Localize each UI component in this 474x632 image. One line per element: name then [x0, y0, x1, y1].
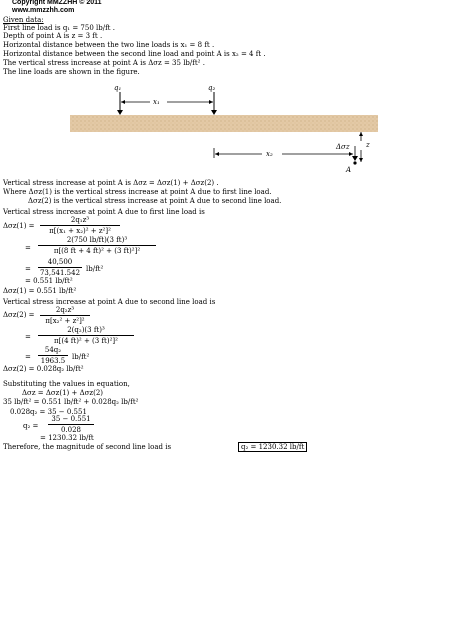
- q1-arrow: [117, 92, 123, 115]
- copyright-text: Copyright MMZZHH © 2011: [12, 0, 102, 6]
- x1-dimension: [121, 100, 213, 104]
- point-a-label: A: [346, 166, 352, 174]
- q2-lhs: q₂ =: [23, 422, 39, 430]
- delta-sigma-label: Δσz: [336, 143, 350, 151]
- final-answer-box: q₂ = 1230.32 lb/ft: [238, 442, 307, 452]
- q1-label: q₁: [114, 84, 122, 92]
- q2-value: = 1230.32 lb/ft: [40, 434, 94, 442]
- equals-sign: =: [25, 333, 31, 341]
- x1-label: x₁: [153, 98, 160, 106]
- conclusion-text: Therefore, the magnitude of second line load is: [3, 443, 172, 451]
- point-a-marker: [353, 161, 356, 164]
- given-line-2: Depth of point A is z = 3 ft .: [3, 32, 103, 40]
- second-load-intro: Vertical stress increase at point A due to second line load is: [3, 298, 216, 306]
- equals-sign: =: [25, 244, 31, 252]
- second-load-fraction: 54q₂ 1963.5: [38, 346, 68, 365]
- where-line-2: Δσz(2) is the vertical stress increase at point A due to second line load.: [28, 197, 282, 205]
- equals-sign: =: [25, 265, 31, 273]
- first-load-intro: Vertical stress increase at point A due to first line load is: [3, 208, 205, 216]
- substitution-line-2: 35 lb/ft² = 0.551 lb/ft² + 0.028q₂ lb/ft²: [3, 398, 139, 406]
- first-load-result: Δσz(1) = 0.551 lb/ft²: [3, 287, 77, 295]
- x2-dimension: [214, 148, 353, 158]
- delta-sigma-arrow: [352, 146, 358, 161]
- first-load-substituted: 2(750 lb/ft)(3 ft)³ π[(8 ft + 4 ft)² + (3 ft)²]²: [38, 236, 156, 255]
- second-load-unit: lb/ft²: [72, 353, 90, 361]
- substitution-line-1: Δσz = Δσz(1) + Δσz(2): [22, 389, 104, 397]
- given-line-4: Horizontal distance between the second line load and point A is x₂ = 4 ft .: [3, 50, 266, 58]
- first-load-fraction: 40,500 73,541.542: [39, 258, 81, 277]
- second-load-substituted: 2(q₂)(3 ft)³ π[(4 ft)² + (3 ft)²]²: [38, 326, 134, 345]
- second-load-formula: 2q₂z³ π[x₂² + z²]²: [40, 306, 90, 325]
- z-label: z: [366, 141, 370, 149]
- given-line-3: Horizontal distance between the two line loads is x₁ = 8 ft .: [3, 41, 215, 49]
- q2-arrow: [211, 92, 217, 115]
- z-dimension: [359, 132, 363, 162]
- first-load-value: = 0.551 lb/ft²: [25, 277, 73, 285]
- q2-fraction: 35 − 0.551 0.028: [48, 415, 94, 434]
- first-load-formula: 2q₁z³ π[(x₁ + x₂)² + z²]²: [40, 216, 120, 235]
- site-url: www.mmzzhh.com: [12, 7, 75, 14]
- given-line-1: First line load is q₁ = 750 lb/ft .: [3, 24, 115, 32]
- x2-label: x₂: [266, 150, 273, 158]
- given-line-5: The vertical stress increase at point A is Δσz = 35 lb/ft² .: [3, 59, 205, 67]
- substitution-intro: Substituting the values in equation,: [3, 380, 130, 388]
- first-load-lhs: Δσz(1) =: [3, 222, 35, 230]
- soil-surface: [70, 115, 378, 132]
- first-load-unit: lb/ft²: [86, 265, 104, 273]
- stress-sum-line: Vertical stress increase at point A is Δσz = Δσz(1) + Δσz(2) .: [3, 179, 219, 187]
- equals-sign: =: [25, 353, 31, 361]
- second-load-result: Δσz(2) = 0.028q₂ lb/ft²: [3, 365, 84, 373]
- substitution-line-3: 0.028q₂ = 35 − 0.551: [10, 408, 87, 416]
- where-line-1: Where Δσz(1) is the vertical stress increase at point A due to first line load.: [3, 188, 272, 196]
- second-load-lhs: Δσz(2) =: [3, 311, 35, 319]
- given-data-title: Given data:: [3, 16, 44, 24]
- given-line-6: The line loads are shown in the figure.: [3, 68, 140, 76]
- q2-label: q₂: [208, 84, 216, 92]
